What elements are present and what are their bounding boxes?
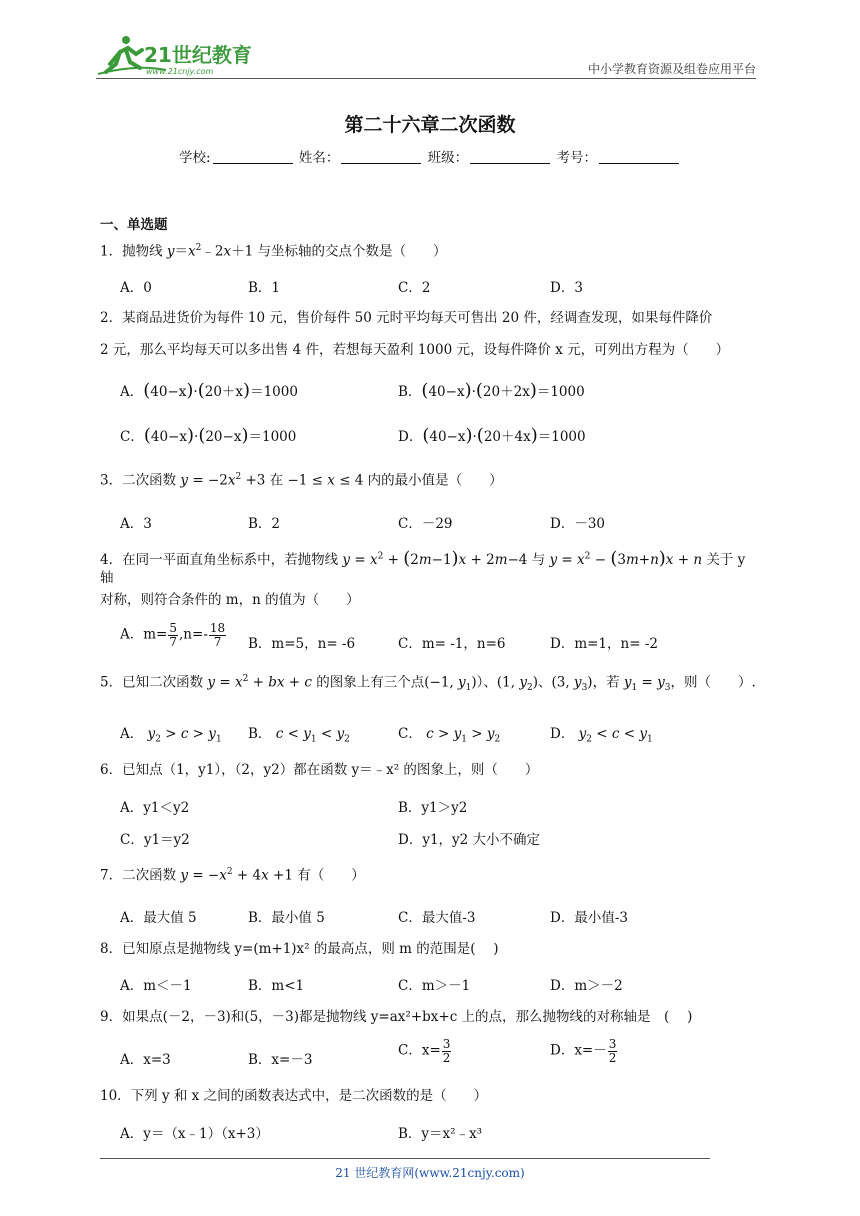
q3-option-a: A．3 [120,516,152,532]
q1-option-b: B．1 [248,280,281,296]
q9-option-b: B．x=－3 [248,1052,313,1068]
class-label: 班级： [427,150,469,166]
school-label: 学校: [179,150,211,166]
header-platform-text: 中小学教育资源及组卷应用平台 [587,62,756,76]
class-blank [470,150,550,164]
q10-option-b: B．y＝x²﹣x³ [398,1126,483,1142]
section-heading: 一、单选题 [100,217,168,233]
q5-option-d: D． $y_2 < c < y_1$ [550,726,653,745]
logo-main-text: 21世纪教育 [144,43,252,67]
q5-option-c: C． $c > y_1 > y_2$ [398,726,501,745]
name-label: 姓名： [298,150,340,166]
q7-option-c: C．最大值-3 [398,910,476,926]
q6-option-c: C．y1＝y2 [120,832,190,848]
q6-option-b: B．y1＞y2 [398,800,468,816]
q7-option-b: B．最小值 5 [248,910,325,926]
q9-option-c: C．x= $\frac{3}{2}$ [398,1037,451,1065]
question-10: 10．下列 y 和 x 之间的函数表达式中，是二次函数的是（ ） [100,1088,488,1104]
number-blank [599,150,679,164]
q1-option-a: A．0 [120,280,152,296]
q2-option-d: D．(40−x)·(20＋4x)＝1000 [398,425,586,446]
question-2-line-1: 2．某商品进货价为每件 10 元，售价每件 50 元时平均每天可售出 20 件，经调查发现，如果每件降价 [100,310,713,326]
header-divider [96,78,756,79]
school-blank [213,150,293,164]
q4-option-a: A．m= $\frac{5}{7}$ ,n=- $\frac{18}{7}$ [120,621,226,649]
question-1: 1．抛物线 $y=x^2﹣2x+1$ 与坐标轴的交点个数是（ ） [100,243,447,260]
q7-option-a: A．最大值 5 [120,910,197,926]
question-3: 3．二次函数 $y = -2x^2 +3$ 在 −1 ≤ x ≤ 4 内的最小值是（ ） [100,472,503,489]
question-2-line-2: 2 元，那么平均每天可以多出售 4 件，若想每天盈利 1000 元，设每件降价 x 元，可列出方程为（ ） [100,342,730,358]
logo [96,34,256,78]
q9-option-a: A．x=3 [120,1052,171,1068]
q6-option-d: D．y1，y2 大小不确定 [398,832,541,848]
q3-option-d: D．－30 [550,516,606,532]
q3-option-c: C．－29 [398,516,453,532]
q5-option-b: B． $c < y_1 < y_2$ [248,726,350,745]
student-info-row [0,146,860,166]
footer-link[interactable]: 21 世纪教育网(www.21cnjy.com) [335,1166,525,1180]
question-7: 7．二次函数 $y = -x^2 + 4x +1$ 有（ ） [100,867,365,884]
q4-option-b: B．m=5，n= -6 [248,636,356,652]
q2-option-b: B．(40−x)·(20＋2x)＝1000 [398,380,585,401]
question-8: 8．已知原点是抛物线 y=(m+1)x² 的最高点，则 m 的范围是( ) [100,941,499,957]
q8-option-b: B．m<1 [248,978,305,994]
q2-option-a: A．(40−x)·(20＋x)＝1000 [120,380,298,401]
q10-option-a: A．y＝（x﹣1）（x+3） [120,1126,269,1142]
number-label: 考号： [556,150,597,166]
q5-option-a: A． $y_2 > c > y_1$ [120,726,222,745]
q2-option-c: C．(40−x)·(20−x)＝1000 [120,425,297,446]
q8-option-d: D．m＞－2 [550,978,623,994]
q8-option-a: A．m＜－1 [120,978,192,994]
question-6: 6．已知点（1，y1），（2，y2）都在函数 y＝﹣x² 的图象上，则（ ） [100,762,539,778]
logo-sub-text: www.21cnjy.com [146,67,214,76]
q1-option-d: D．3 [550,280,583,296]
q6-option-a: A．y1＜y2 [120,800,190,816]
question-5: 5．已知二次函数 $y = x^2$ + bx + c 的图象上有三个点(−1, $y_1$)）、(1, $y_2$)、(3, $y_3$)，若 $y_1 = y_3$，则（ ）. [100,674,756,694]
name-blank [341,150,421,164]
q1-option-c: C．2 [398,280,431,296]
question-4-line-2: 对称，则符合条件的 m，n 的值为（ ） [100,592,360,608]
q4-option-c: C．m= -1，n=6 [398,636,506,652]
q3-option-b: B．2 [248,516,281,532]
q8-option-c: C．m＞－1 [398,978,471,994]
q9-option-d: D．x=－ $\frac{3}{2}$ [550,1037,617,1065]
q4-option-d: D．m=1，n= -2 [550,636,658,652]
question-4-line-1: 4．在同一平面直角坐标系中，若抛物线 $y = x^2 + (2m-1)x + 2m-4$ 与 $y = x^2 - (3m+n)x + n$ 关于 y 轴 [100,548,746,586]
footer-divider [100,1158,710,1159]
q7-option-d: D．最小值-3 [550,910,628,926]
question-9: 9．如果点(－2，－3)和(5，－3)都是抛物线 y=ax²+bx+c 上的点，那么抛物线的对称轴是 ( ) [100,1009,693,1025]
page-title: 第二十六章二次函数 [344,114,516,136]
